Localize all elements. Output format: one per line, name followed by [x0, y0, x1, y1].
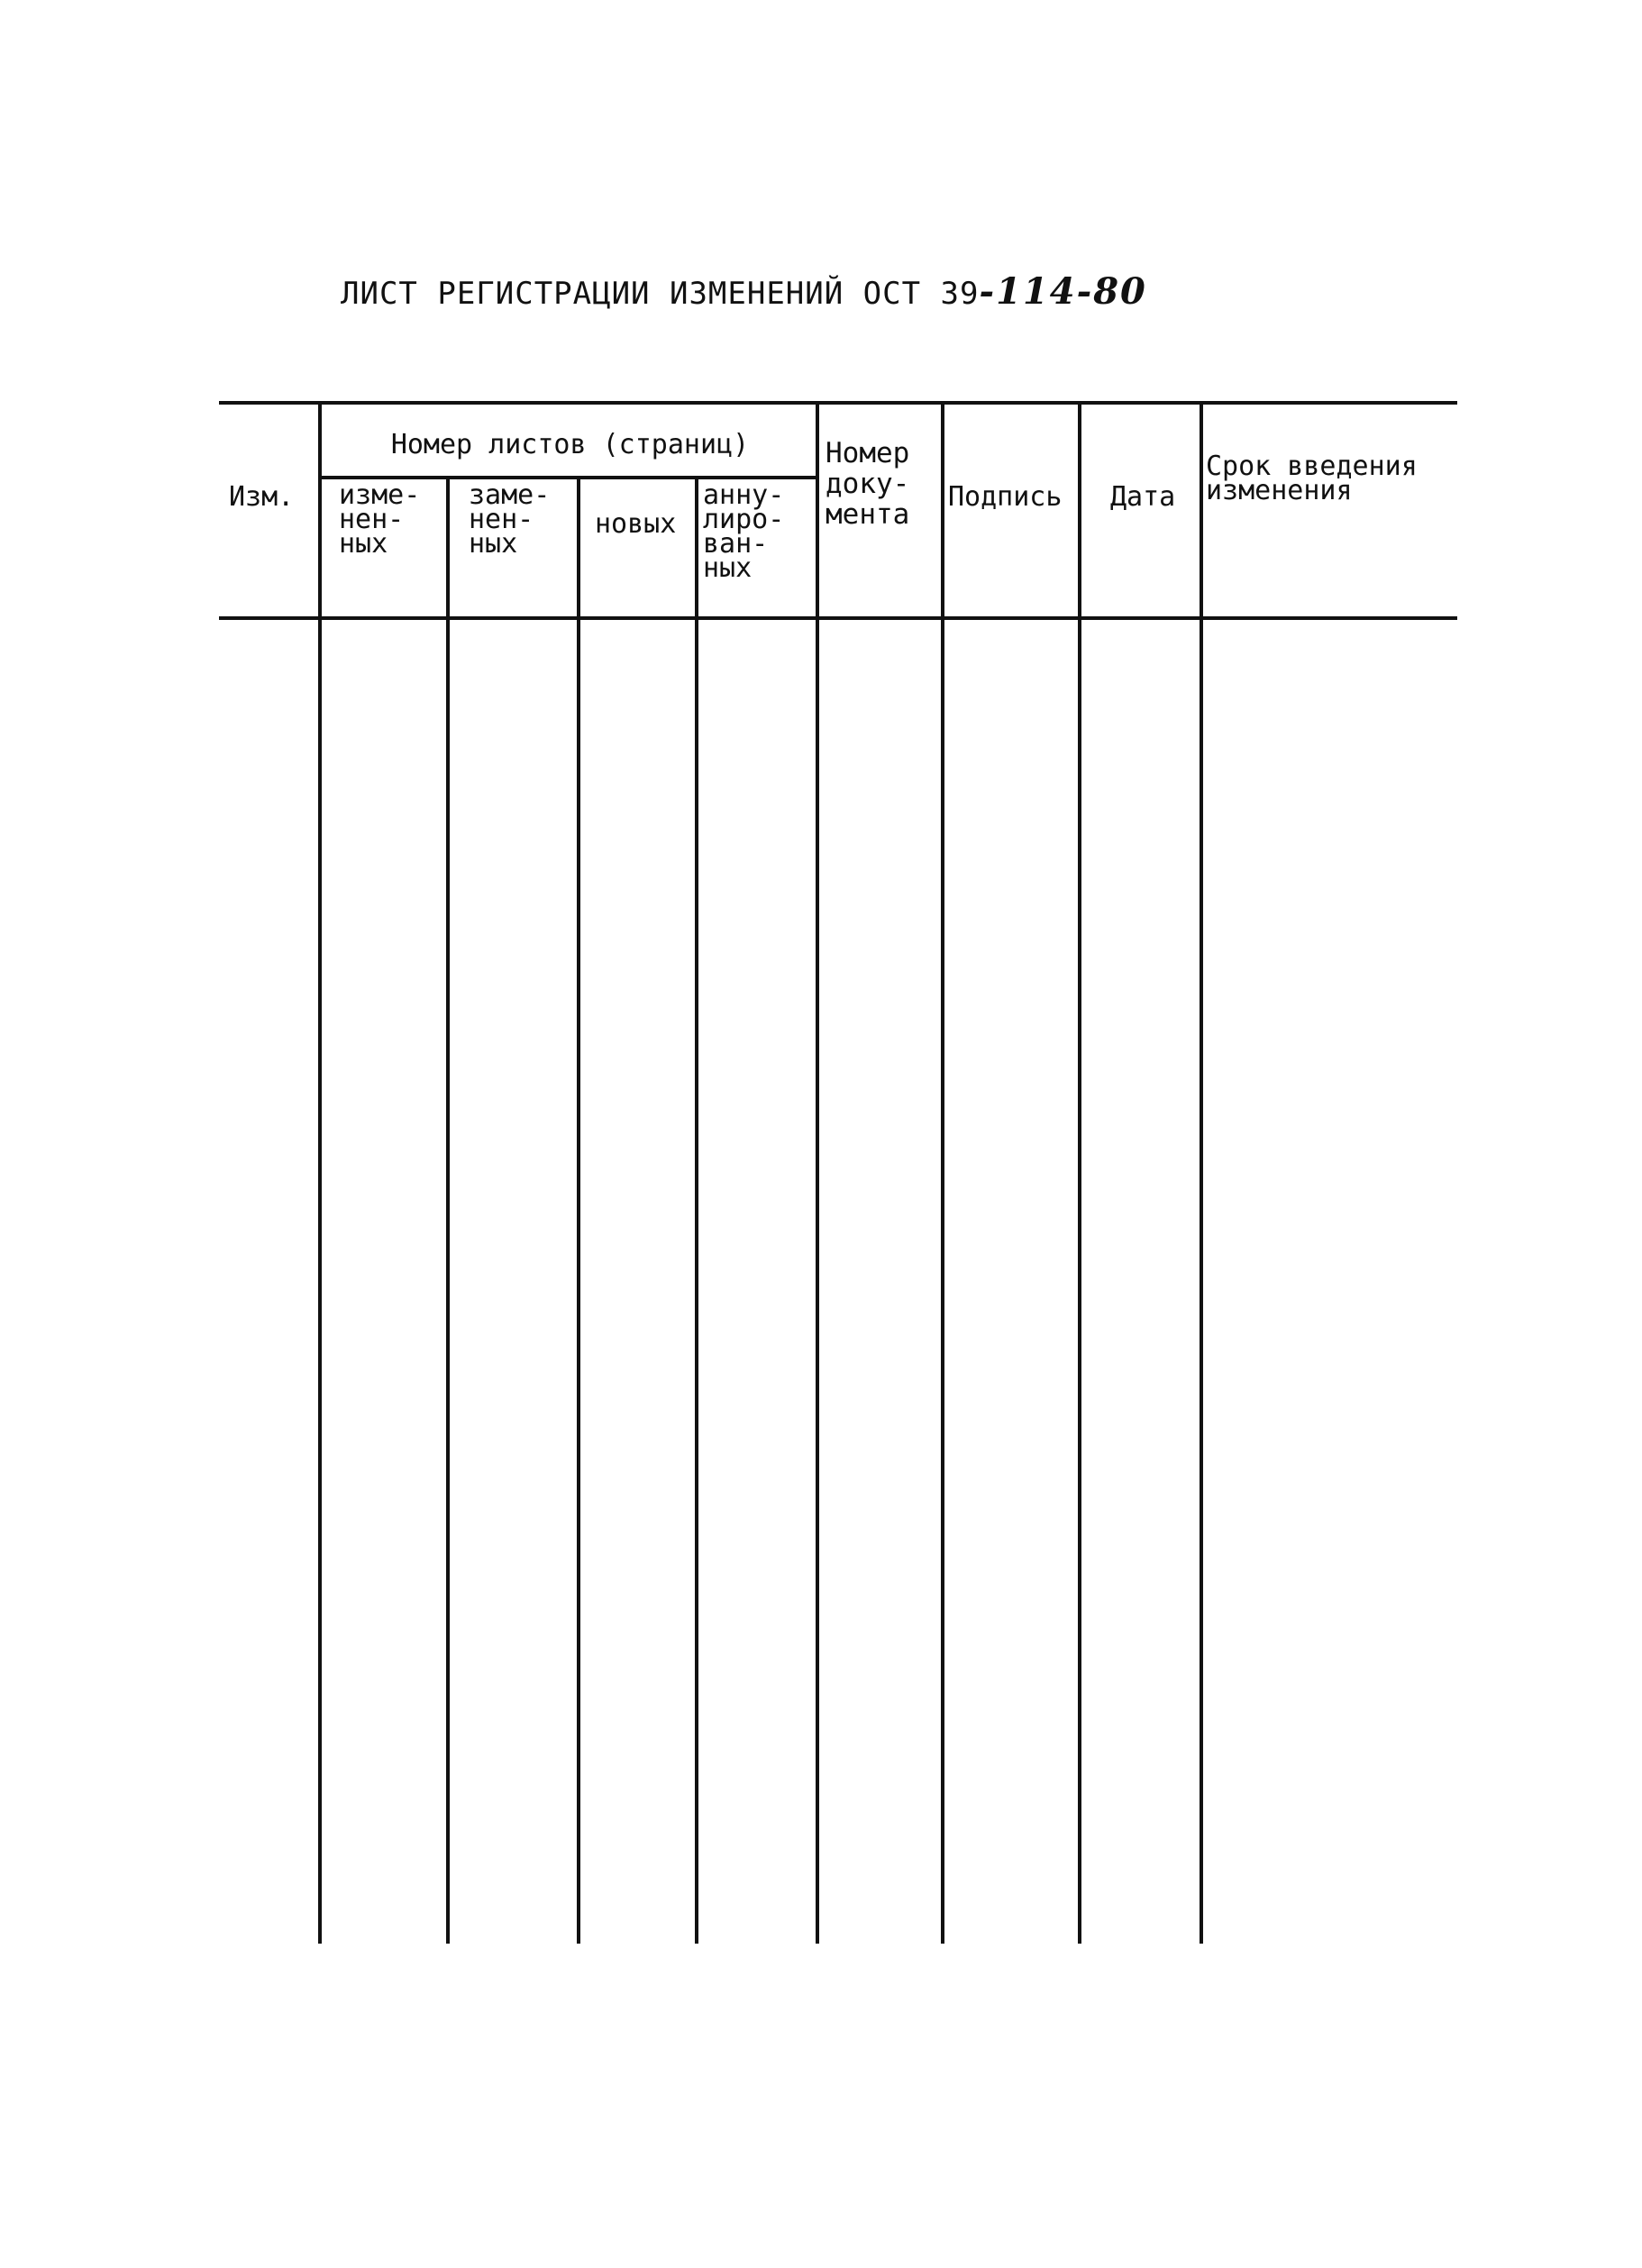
page-title [341, 270, 1147, 313]
header-date: Дата [1110, 481, 1176, 513]
table-top-border [219, 401, 1457, 405]
header-signature: Подпись [948, 481, 1063, 513]
header-annulirovannyh: анну- лиро- ван- ных [703, 479, 785, 584]
table-body [223, 620, 1457, 1944]
header-zamenennyh: заме- нен- ных [469, 479, 551, 560]
header-document-number: Номер доку- мента [826, 437, 910, 531]
header-izmenennyh: изме- нен- ных [339, 479, 421, 560]
header-implementation-date: Срок введения изменения [1206, 451, 1418, 506]
page-title-text: ЛИСТ РЕГИСТРАЦИИ ИЗМЕНЕНИЙ ОСТ 39 [341, 276, 980, 312]
header-group-sheet-numbers: Номер листов (страниц) [390, 429, 750, 460]
header-izm: Изм. [229, 481, 295, 513]
document-number: -114-80 [979, 270, 1147, 313]
header-novyh: новых [595, 508, 677, 540]
